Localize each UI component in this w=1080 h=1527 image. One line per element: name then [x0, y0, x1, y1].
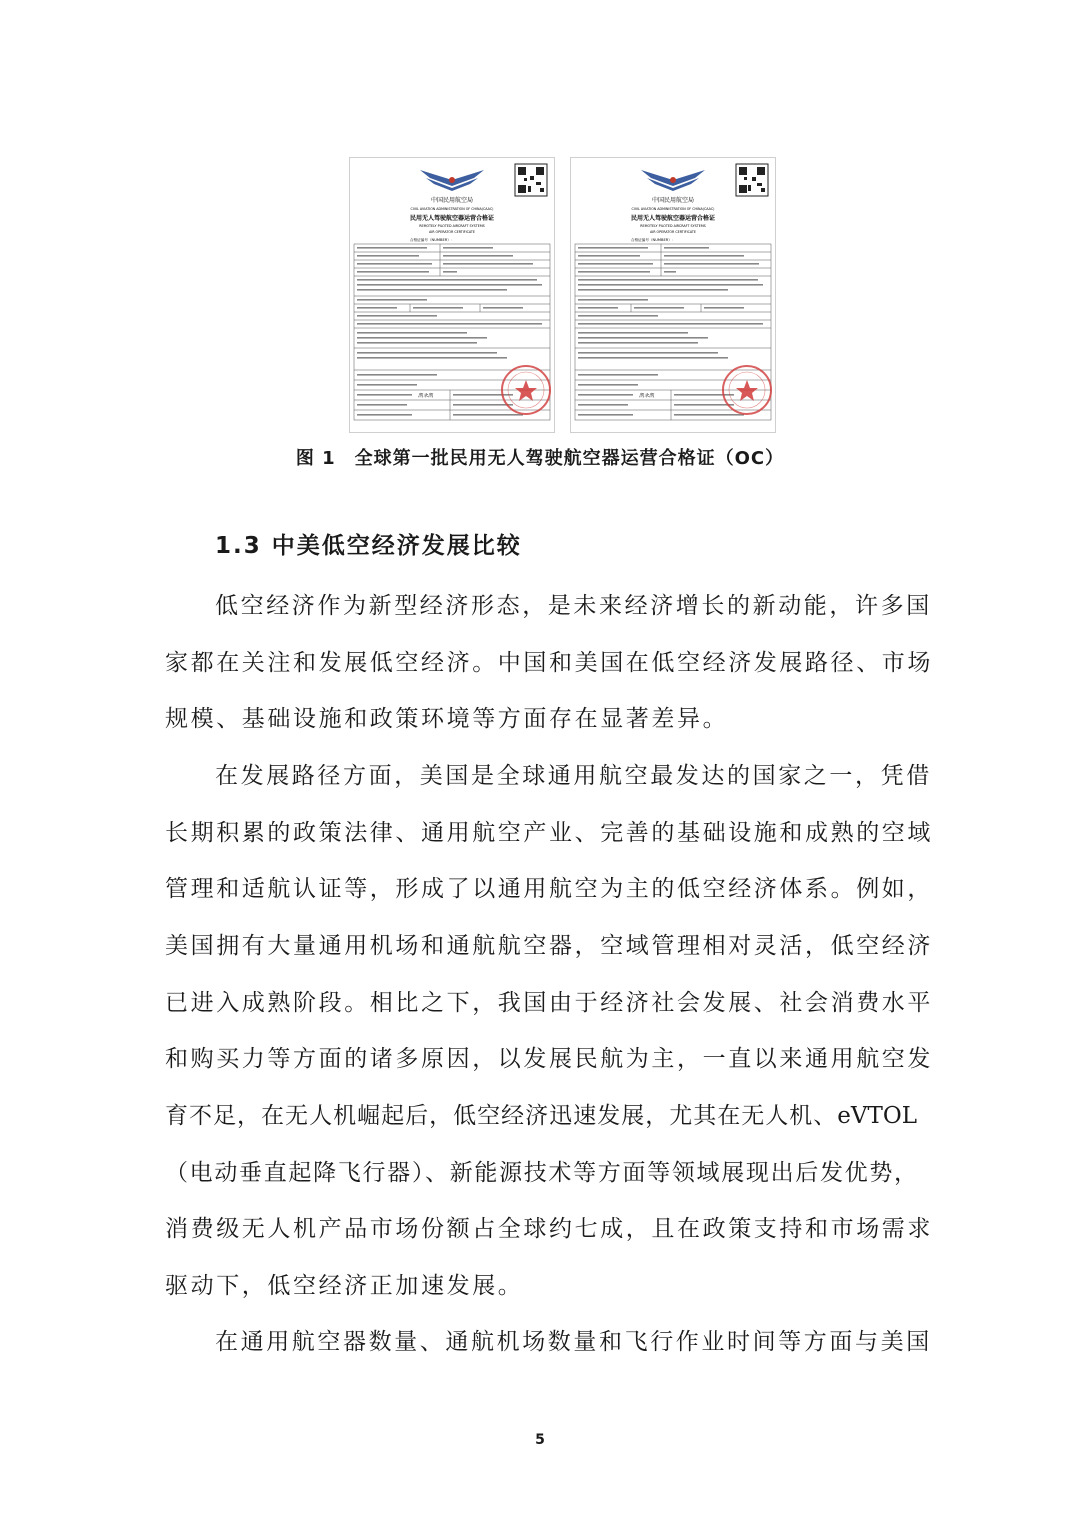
cert-agency-cn: 中国民用航空局 — [651, 197, 695, 204]
cert-agency-cn: 中国民用航空局 — [430, 197, 474, 204]
cert-fine-print — [357, 247, 542, 416]
qr-code-icon — [515, 164, 547, 196]
cert-title-cn: 民用无人驾驶航空器运营合格证 — [630, 215, 716, 222]
certificate-image-right — [570, 157, 776, 433]
figure-caption: 图 1 全球第一批民用无人驾驶航空器运营合格证（OC） — [295, 448, 785, 469]
cert-title-en1: REMOTELY PILOTED AIRCRAFT SYSTEMS — [419, 224, 485, 228]
cert-number-label: 合格证编号（NUMBER）： — [631, 238, 676, 242]
cert-title-en2: AIR OPERATOR CERTIFICATE — [649, 230, 697, 234]
paragraph-line: 长期积累的政策法律、通用航空产业、完善的基础设施和成熟的空域 — [165, 820, 933, 846]
cert-title-cn: 民用无人驾驶航空器运营合格证 — [409, 215, 495, 222]
paragraph-line: 规模、基础设施和政策环境等方面存在显著差异。 — [165, 706, 729, 732]
paragraph-line: 已进入成熟阶段。相比之下，我国由于经济社会发展、社会消费水平 — [165, 990, 933, 1016]
paragraph-line: 家都在关注和发展低空经济。中国和美国在低空经济发展路径、市场 — [165, 650, 933, 676]
cert-signature: 凯永凯 — [639, 393, 655, 399]
paragraph-line: 管理和适航认证等，形成了以通用航空为主的低空经济体系。例如， — [165, 876, 933, 902]
certificate-left-drawing — [350, 158, 554, 432]
cert-title-en1: REMOTELY PILOTED AIRCRAFT SYSTEMS — [640, 224, 706, 228]
paragraph-line: 消费级无人机产品市场份额占全球约七成，且在政策支持和市场需求 — [165, 1216, 933, 1242]
paragraph-line: 育不足，在无人机崛起后，低空经济迅速发展，尤其在无人机、eVTOL — [165, 1103, 917, 1129]
qr-code-icon — [736, 164, 768, 196]
paragraph-line: （电动垂直起降飞行器）、新能源技术等方面等领域展现出后发优势， — [165, 1160, 917, 1186]
paragraph-line: 在发展路径方面，美国是全球通用航空最发达的国家之一，凭借 — [215, 763, 932, 789]
section-heading: 1.3 中美低空经济发展比较 — [215, 533, 522, 559]
cert-title-en2: AIR OPERATOR CERTIFICATE — [428, 230, 476, 234]
certificate-image-left — [349, 157, 555, 433]
cert-fine-print — [578, 247, 763, 416]
cert-signature: 凯永凯 — [418, 393, 434, 399]
cert-agency-en: CIVIL AVIATION ADMINISTRATION OF CHINA(CAAC) — [410, 207, 494, 211]
certificate-right-drawing — [571, 158, 775, 432]
paragraph-line: 美国拥有大量通用机场和通航航空器，空域管理相对灵活，低空经济 — [165, 933, 933, 959]
cert-agency-en: CIVIL AVIATION ADMINISTRATION OF CHINA(CAAC) — [631, 207, 715, 211]
paragraph-line: 低空经济作为新型经济形态，是未来经济增长的新动能，许多国 — [215, 593, 932, 619]
paragraph-line: 在通用航空器数量、通航机场数量和飞行作业时间等方面与美国 — [215, 1329, 932, 1355]
paragraph-line: 驱动下，低空经济正加速发展。 — [165, 1273, 524, 1299]
page-number: 5 — [535, 1432, 545, 1448]
cert-number-label: 合格证编号（NUMBER）： — [410, 238, 455, 242]
paragraph-line: 和购买力等方面的诸多原因，以发展民航为主，一直以来通用航空发 — [165, 1046, 933, 1072]
